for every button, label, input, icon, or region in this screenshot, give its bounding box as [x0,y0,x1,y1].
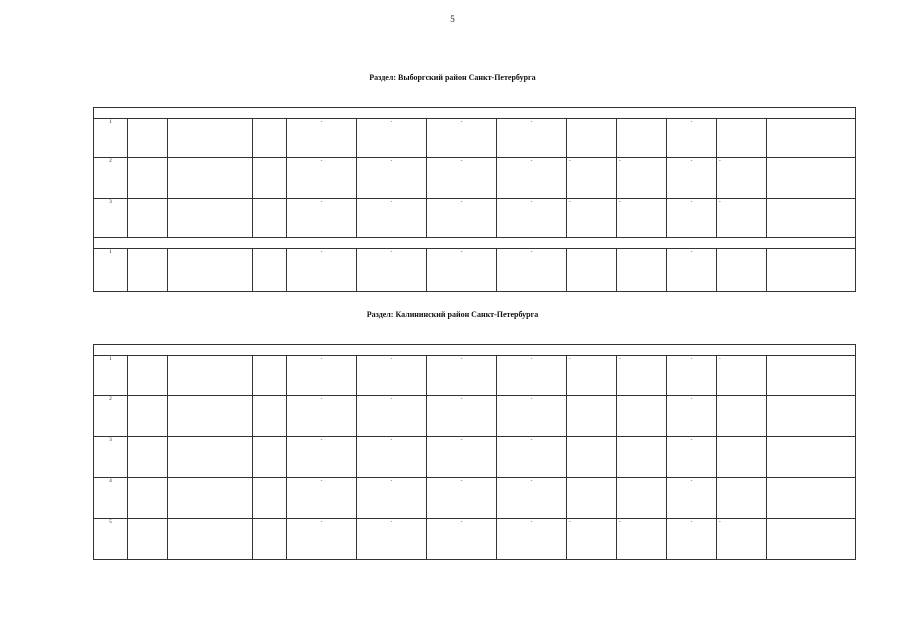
table-row [94,119,856,158]
cell-address [168,396,253,437]
page-number: 5 [450,14,455,24]
cell-c5: - [287,158,357,199]
group-heading-row [94,238,856,249]
cell-kind [617,478,667,519]
cell-address [168,437,253,478]
table-row [94,199,856,238]
cell-c11: - [667,437,717,478]
cell-num: 3 [94,199,128,238]
cell-norm [717,119,767,158]
cell-c7: - [427,437,497,478]
cell-area [253,396,287,437]
table-row [94,478,856,519]
cell-date [567,249,617,292]
cell-c6: - [357,519,427,560]
cell-c8: - [497,519,567,560]
cell-area [253,437,287,478]
cell-c5: - [287,478,357,519]
cell-area [253,158,287,199]
cell-area [253,199,287,238]
group-heading [94,108,856,119]
cell-c11: - [667,158,717,199]
cell-c11: - [667,396,717,437]
cell-note [767,158,856,199]
cell-c8: - [497,396,567,437]
cell-address [168,119,253,158]
cell-note [767,249,856,292]
cell-area [253,249,287,292]
cell-date [567,478,617,519]
cell-c8: - [497,199,567,238]
cell-norm: - [717,519,767,560]
group-heading-row [94,345,856,356]
cell-note [767,478,856,519]
cell-c5: - [287,119,357,158]
cell-num: 3 [94,437,128,478]
cell-id [128,396,168,437]
cell-address [168,158,253,199]
cell-c6: - [357,158,427,199]
table-row [94,356,856,396]
cell-c11: - [667,478,717,519]
group-heading-row [94,108,856,119]
cell-date [567,437,617,478]
cell-note [767,519,856,560]
cell-num: 1 [94,119,128,158]
cell-c6: - [357,396,427,437]
cell-id [128,249,168,292]
cell-date [567,396,617,437]
cell-kind [617,249,667,292]
cell-c6: - [357,356,427,396]
cell-c8: - [497,119,567,158]
cell-c5: - [287,356,357,396]
cell-num: 1 [94,356,128,396]
cell-norm: - [717,356,767,396]
cell-num: 2 [94,158,128,199]
cell-c5: - [287,199,357,238]
cell-num: 2 [94,396,128,437]
table-row [94,437,856,478]
cell-c5: - [287,396,357,437]
cell-date: - [567,199,617,238]
cell-norm [717,396,767,437]
cell-c7: - [427,478,497,519]
cell-c7: - [427,519,497,560]
cell-c7: - [427,158,497,199]
cell-norm: - [717,199,767,238]
cell-c6: - [357,437,427,478]
section-title-vyborgsky: Раздел: Выборгский район Санкт-Петербурга [369,73,536,82]
cell-address [168,478,253,519]
cell-c8: - [497,356,567,396]
group-heading [94,238,856,249]
cell-note [767,356,856,396]
cell-c6: - [357,199,427,238]
cell-kind: - [617,356,667,396]
cell-c8: - [497,249,567,292]
cell-c11: - [667,519,717,560]
table-row [94,396,856,437]
cell-date [567,119,617,158]
cell-area [253,519,287,560]
cell-address [168,199,253,238]
cell-address [168,519,253,560]
cell-address [168,249,253,292]
cell-c11: - [667,356,717,396]
cell-area [253,478,287,519]
cell-c8: - [497,158,567,199]
cell-area [253,119,287,158]
cell-c11: - [667,119,717,158]
cell-c8: - [497,437,567,478]
table-row [94,158,856,199]
cell-norm [717,437,767,478]
cell-c5: - [287,519,357,560]
cell-address [168,356,253,396]
cell-id [128,158,168,199]
cell-c11: - [667,249,717,292]
cell-area [253,356,287,396]
table-row [94,519,856,560]
cell-kind: - [617,519,667,560]
cell-kind [617,396,667,437]
cell-id [128,119,168,158]
cell-norm [717,249,767,292]
group-heading [94,345,856,356]
cell-num: 1 [94,249,128,292]
cell-note [767,199,856,238]
cell-num: 4 [94,478,128,519]
cell-c11: - [667,199,717,238]
cell-note [767,119,856,158]
cell-c7: - [427,356,497,396]
cell-c5: - [287,249,357,292]
cell-c6: - [357,478,427,519]
cell-note [767,437,856,478]
cell-note [767,396,856,437]
cell-norm [717,478,767,519]
cell-norm: - [717,158,767,199]
cell-c7: - [427,199,497,238]
cell-c5: - [287,437,357,478]
kalininsky-table [93,344,856,560]
cell-num: 5 [94,519,128,560]
table-row [94,249,856,292]
cell-c6: - [357,249,427,292]
cell-kind: - [617,199,667,238]
cell-c7: - [427,119,497,158]
cell-id [128,199,168,238]
cell-kind [617,437,667,478]
section-title-kalininsky: Раздел: Калининский район Санкт-Петербурга [366,310,539,319]
cell-id [128,478,168,519]
cell-c7: - [427,249,497,292]
cell-id [128,437,168,478]
cell-date: - [567,158,617,199]
cell-kind [617,119,667,158]
cell-id [128,356,168,396]
cell-id [128,519,168,560]
cell-kind: - [617,158,667,199]
cell-c6: - [357,119,427,158]
cell-c7: - [427,396,497,437]
cell-date: - [567,519,617,560]
cell-c8: - [497,478,567,519]
vyborgsky-table [93,107,856,292]
cell-date: - [567,356,617,396]
